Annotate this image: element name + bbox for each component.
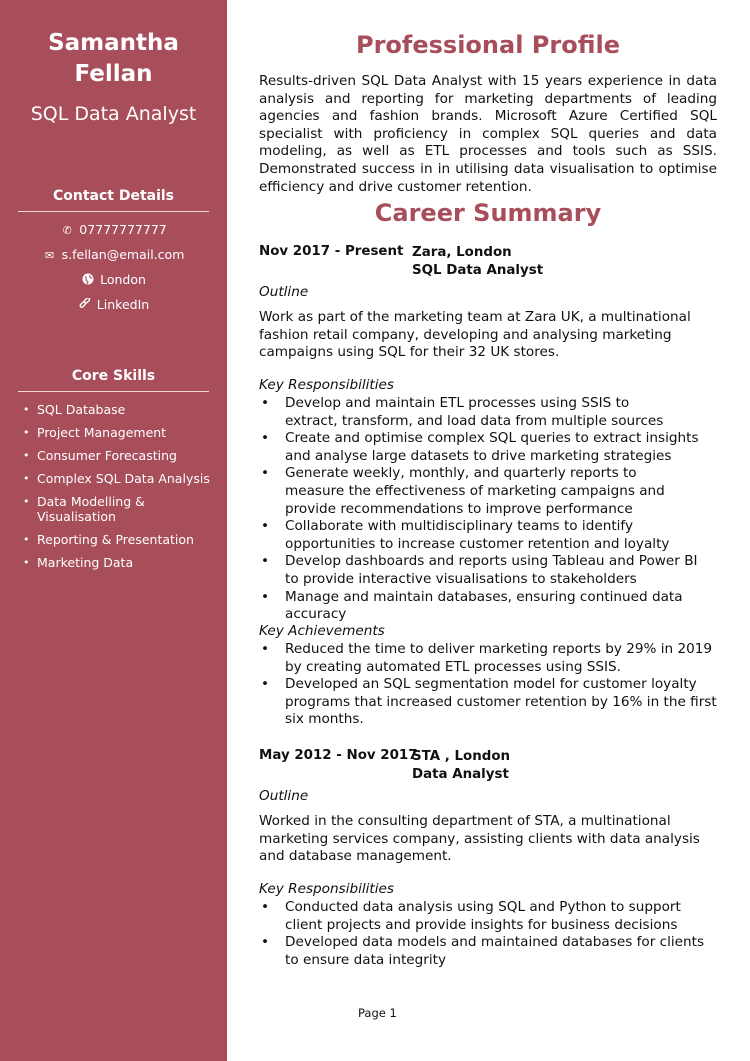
candidate-name [0, 28, 227, 90]
list-item: • Conducted data analysis using SQL and Python to support client projects and provide insights for business decisions [259, 899, 717, 934]
contact-heading: Contact Details [52, 188, 175, 204]
name-first: Samantha [48, 30, 179, 56]
sidebar [0, 0, 227, 1061]
contact-linkedin[interactable] [0, 297, 227, 312]
name-last: Fellan [74, 61, 153, 87]
list-item: • Develop and maintain ETL processes using SSIS to extract, transform, and load data from multiple sources [259, 395, 665, 430]
list-item: • Manage and maintain databases, ensuring continued data accuracy [259, 589, 717, 624]
phone-icon: ✆ [62, 224, 72, 237]
profile-title: Professional Profile [356, 31, 620, 59]
email-text: s.fellan@email.com [61, 247, 185, 262]
responsibilities-list [259, 395, 717, 624]
linkedin-text: LinkedIn [96, 297, 150, 312]
job-header [412, 748, 510, 783]
contact-phone [0, 222, 227, 237]
achievements-list [259, 641, 717, 729]
skill-item: • Complex SQL Data Analysis [23, 471, 213, 486]
list-item: • Develop dashboards and reports using Tableau and Power BI to provide interactive visualisations to stakeholders [259, 553, 705, 588]
list-item: • Developed data models and maintained databases for clients to ensure data integrity [259, 934, 717, 969]
list-item: • Developed an SQL segmentation model for customer loyalty programs that increased customer retention by 16% in the first six months. [259, 676, 717, 729]
skill-item: • Consumer Forecasting [23, 448, 213, 463]
responsibilities-label: Key Responsibilities [259, 881, 394, 897]
candidate-role: SQL Data Analyst [30, 103, 197, 125]
list-item: • Create and optimise complex SQL queries to extract insights and analyse large datasets to drive marketing strategies [259, 430, 717, 465]
job-outline: Work as part of the marketing team at Zara UK, a multinational fashion retail company, developing and analysing marketing campaigns using SQL for their 32 UK stores. [259, 309, 691, 361]
skills-list [23, 402, 213, 578]
list-item: • Reduced the time to deliver marketing reports by 29% in 2019 by creating automated ETL processes using SSIS. [259, 641, 717, 676]
achievements-label: Key Achievements [259, 623, 385, 639]
skills-divider [18, 391, 209, 392]
page-number: Page 1 [358, 1006, 397, 1020]
job-position: SQL Data Analyst [412, 262, 544, 278]
skill-item: • SQL Database [23, 402, 213, 417]
list-item: • Collaborate with multidisciplinary teams to identify opportunities to increase customer retention and loyalty [259, 518, 717, 553]
profile-text: Results-driven SQL Data Analyst with 15 years experience in data analysis and reporting for marketing departments of leading agencies and fashion brands. Microsoft Azure Certified SQL specialist with proficiency in complex SQL queries and data modeling, as well as ETL processes and tools such as SSIS. Demonstrated success in in utilising data visualisation to optimise efficiency and drive customer retention. [259, 73, 717, 195]
skill-item: • Reporting & Presentation [23, 532, 213, 547]
phone-text: 07777777777 [79, 222, 167, 237]
skills-heading: Core Skills [71, 368, 156, 384]
location-text: London [100, 272, 146, 287]
job-header [412, 244, 543, 279]
link-icon [78, 298, 92, 312]
list-item: • Generate weekly, monthly, and quarterly reports to measure the effectiveness of marketing campaigns and provide recommendations to improve performance [259, 465, 685, 518]
outline-label: Outline [259, 284, 309, 300]
job-dates: May 2012 - Nov 2017 [259, 748, 418, 763]
skill-item: • Data Modelling & Visualisation [23, 494, 147, 524]
skill-item: • Marketing Data [23, 555, 213, 570]
globe-icon [81, 273, 95, 287]
responsibilities-list [259, 899, 717, 969]
responsibilities-label: Key Responsibilities [259, 377, 394, 393]
outline-label: Outline [259, 788, 309, 804]
job-employer: Zara, London [412, 245, 512, 260]
job-outline: Worked in the consulting department of STA, a multinational marketing services company, assisting clients with data analysis and database management. [259, 813, 700, 865]
skill-item: • Project Management [23, 425, 213, 440]
career-title: Career Summary [374, 199, 602, 227]
job-employer: STA , London [412, 749, 511, 764]
contact-email[interactable] [0, 247, 227, 262]
contact-location [0, 272, 227, 287]
job-dates: Nov 2017 - Present [259, 244, 404, 259]
envelope-icon: ✉ [45, 249, 55, 262]
job-position: Data Analyst [412, 766, 509, 782]
contact-divider [18, 211, 209, 212]
